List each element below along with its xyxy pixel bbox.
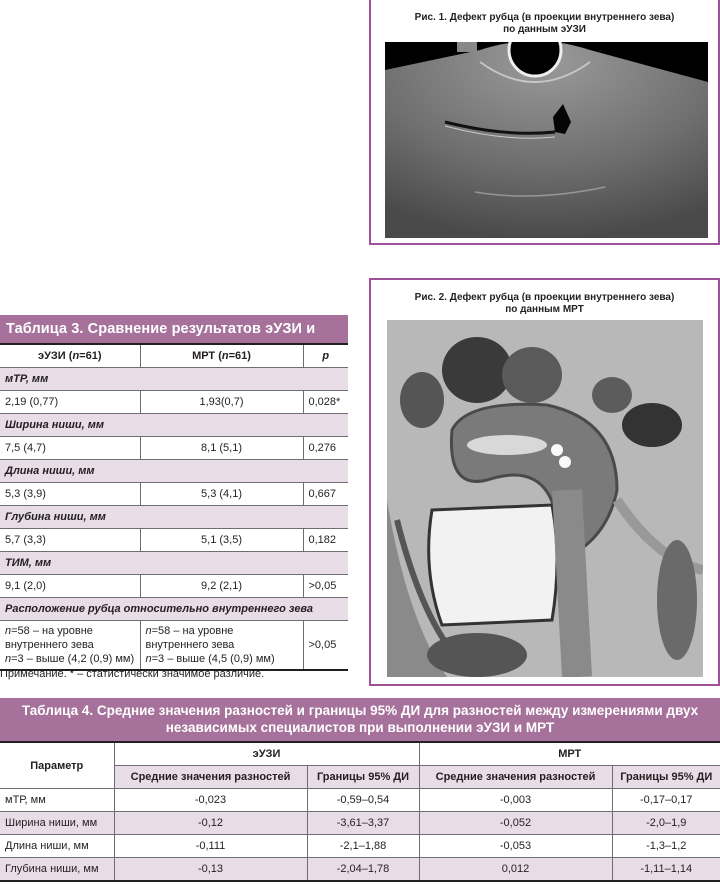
mri-mean-cell: -0,053 [419,835,612,858]
table-4-grid [0,741,720,882]
figure-2 [369,278,720,686]
title-line: Таблица 4. Средние значения разностей и границы 95% ДИ для разностей между измерениями двух [21,703,699,718]
header-group-mri: МРТ [419,742,720,766]
p-value: 0,028* [303,391,348,414]
section-label: мТР, мм [0,368,348,391]
usi-mean-cell: -0,13 [114,858,307,882]
header-usi-ci: Границы 95% ДИ [307,766,419,789]
mri-ci-cell: -0,17–0,17 [612,789,720,812]
table-3-note: Примечание. * – статистически значимое различие. [0,668,265,680]
table-4 [0,698,720,882]
mri-value: 5,3 (4,1) [140,483,303,506]
mri-ci-cell: -1,3–1,2 [612,835,720,858]
mri-mean-cell: -0,003 [419,789,612,812]
usi-mean-cell: -0,12 [114,812,307,835]
mri-location: n=58 – на уровне внутреннего зева n=3 – выше (4,5 (0,9) мм) [140,621,303,671]
table-row [0,575,348,598]
parameter-cell: мТР, мм [0,789,114,812]
usi-mean-cell: -0,023 [114,789,307,812]
header-mri: МРТ (n=61) [140,344,303,368]
figure-1-caption [371,12,718,36]
mri-ci-cell: -2,0–1,9 [612,812,720,835]
usi-mean-cell: -0,111 [114,835,307,858]
mri-value: 1,93(0,7) [140,391,303,414]
section-label: ТИМ, мм [0,552,348,575]
title-line: независимых специалистов при выполнении эУЗИ и МРТ [165,720,555,735]
header-mri-ci: Границы 95% ДИ [612,766,720,789]
table-row [0,483,348,506]
ultrasound-image [385,42,708,238]
header-mri-mean: Средние значения разностей [419,766,612,789]
p-value: >0,05 [303,621,348,671]
header-usi: эУЗИ (n=61) [0,344,140,368]
section-row [0,506,348,529]
header-p: p [303,344,348,368]
table-4-group-header [0,742,720,766]
section-label: Глубина ниши, мм [0,506,348,529]
header-group-usi: эУЗИ [114,742,419,766]
section-label: Длина ниши, мм [0,460,348,483]
caption-line: Рис. 2. Дефект рубца (в проекции внутреннего зева) [414,292,675,303]
figure-1 [369,0,720,245]
usi-value: 2,19 (0,77) [0,391,140,414]
caption-line: Рис. 1. Дефект рубца (в проекции внутреннего зева) [414,12,675,23]
section-row [0,598,348,621]
parameter-cell: Ширина ниши, мм [0,812,114,835]
table-row [0,621,348,671]
table-row [0,437,348,460]
table-row [0,529,348,552]
mri-value: 5,1 (3,5) [140,529,303,552]
table-3-title: Таблица 3. Сравнение результатов эУЗИ и МРТ [0,315,348,343]
usi-ci-cell: -2,1–1,88 [307,835,419,858]
mri-image [387,320,703,677]
mri-mean-cell: -0,052 [419,812,612,835]
section-row [0,368,348,391]
figure-2-caption [371,292,718,316]
section-row [0,414,348,437]
table-row [0,789,720,812]
usi-ci-cell: -2,04–1,78 [307,858,419,882]
table-3-grid [0,343,348,671]
table-3 [0,315,348,671]
usi-value: 9,1 (2,0) [0,575,140,598]
mri-value: 8,1 (5,1) [140,437,303,460]
table-row [0,858,720,882]
usi-value: 5,7 (3,3) [0,529,140,552]
mri-value: 9,2 (2,1) [140,575,303,598]
ultrasound-scan [385,42,708,238]
table-row [0,835,720,858]
table-3-header-row [0,344,348,368]
mri-scan [387,320,703,677]
p-value: 0,276 [303,437,348,460]
parameter-cell: Длина ниши, мм [0,835,114,858]
usi-value: 5,3 (3,9) [0,483,140,506]
section-label: Ширина ниши, мм [0,414,348,437]
section-label: Расположение рубца относительно внутреннего зева [0,598,348,621]
section-row [0,460,348,483]
usi-ci-cell: -0,59–0,54 [307,789,419,812]
p-value: 0,182 [303,529,348,552]
table-row [0,812,720,835]
usi-location: n=58 – на уровне внутреннего зева n=3 – выше (4,2 (0,9) мм) [0,621,140,671]
caption-line: по данным МРТ [505,304,584,315]
p-value: >0,05 [303,575,348,598]
table-row [0,391,348,414]
section-row [0,552,348,575]
p-value: 0,667 [303,483,348,506]
usi-value: 7,5 (4,7) [0,437,140,460]
header-parameter: Параметр [0,742,114,789]
mri-mean-cell: 0,012 [419,858,612,882]
table-4-title [0,698,720,741]
caption-line: по данным эУЗИ [503,24,586,35]
parameter-cell: Глубина ниши, мм [0,858,114,882]
usi-ci-cell: -3,61–3,37 [307,812,419,835]
mri-ci-cell: -1,11–1,14 [612,858,720,882]
header-usi-mean: Средние значения разностей [114,766,307,789]
